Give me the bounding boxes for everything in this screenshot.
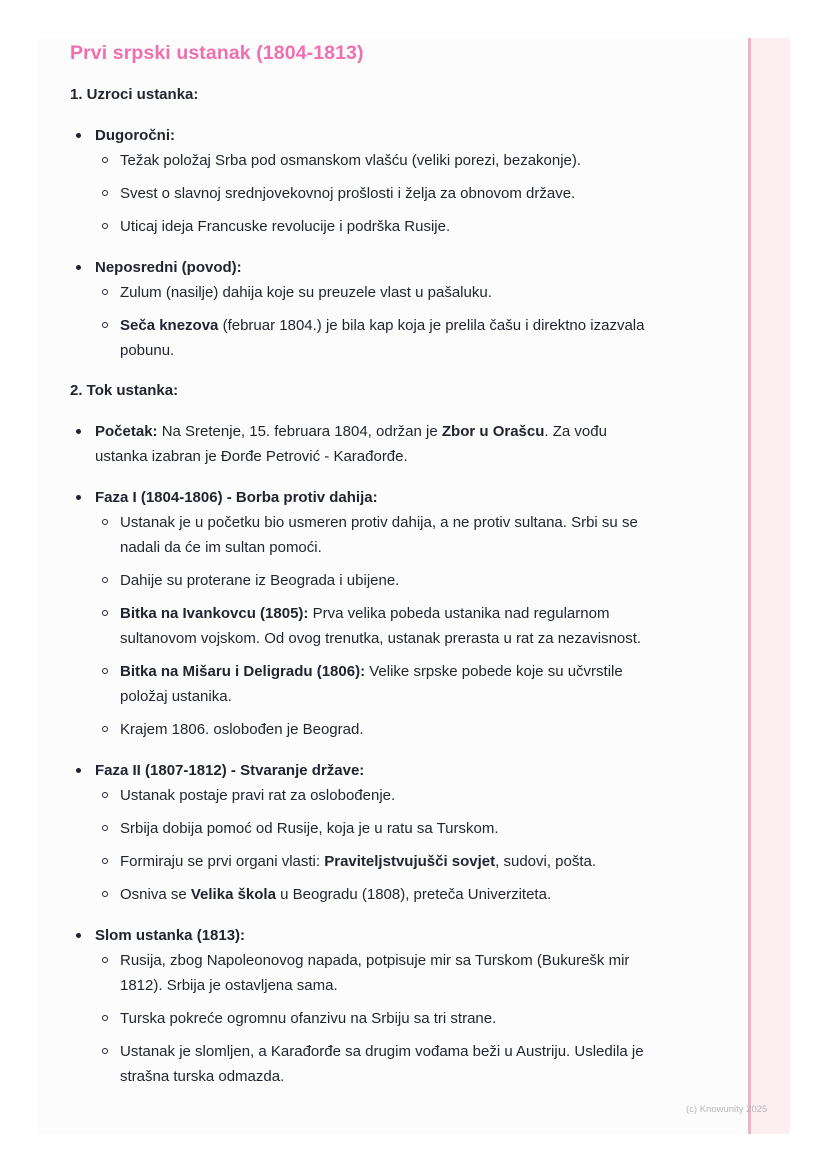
sub-list-item bbox=[95, 181, 650, 206]
item-label: Faza I (1804-1806) - Borba protiv dahija: bbox=[95, 489, 378, 506]
bold-run: Početak: bbox=[95, 423, 158, 440]
document-content bbox=[70, 40, 650, 1089]
sub-list-item bbox=[95, 313, 650, 363]
list-item bbox=[70, 255, 650, 363]
sub-list-item bbox=[95, 601, 650, 651]
text-run: u Beogradu (1808), preteča Univerziteta. bbox=[275, 886, 552, 903]
sub-list bbox=[95, 783, 650, 907]
item-label: Slom ustanka (1813): bbox=[95, 927, 246, 944]
text-run: Ustanak je slomljen, a Karađorđe sa drugim vođama beži u Austriju. Usledila je strašna turska odmazda. bbox=[120, 1043, 644, 1085]
text-run: Na Sretenje, 15. februara 1804, održan je bbox=[157, 423, 442, 440]
copyright-footer: (c) Knowunity 2025 bbox=[686, 1104, 768, 1115]
list-item bbox=[70, 123, 650, 239]
text-run: Uticaj ideja Francuske revolucije i podrška Rusije. bbox=[120, 218, 451, 235]
text-run: , sudovi, pošta. bbox=[495, 853, 597, 870]
text-run: Ustanak postaje pravi rat za oslobođenje. bbox=[120, 787, 396, 804]
sections bbox=[70, 84, 650, 1089]
text-run: Srbija dobija pomoć od Rusije, koja je u ratu sa Turskom. bbox=[120, 820, 499, 837]
page-title: Prvi srpski ustanak (1804-1813) bbox=[70, 42, 364, 64]
list-item bbox=[70, 419, 650, 469]
sub-list-item bbox=[95, 882, 650, 907]
section-heading: 1. Uzroci ustanka: bbox=[70, 86, 199, 103]
item-label: Dugoročni: bbox=[95, 127, 175, 144]
sub-list-item bbox=[95, 1039, 650, 1089]
bold-run: Zbor u Orašcu bbox=[441, 423, 545, 440]
text-run: Osniva se bbox=[120, 886, 191, 903]
sub-list-item bbox=[95, 816, 650, 841]
sub-list-item bbox=[95, 510, 650, 560]
sub-list-item bbox=[95, 280, 650, 305]
sub-list bbox=[95, 280, 650, 363]
text-run: . Za vođu ustanka izabran je Đorđe Petrović - Karađorđe. bbox=[95, 423, 607, 465]
sub-list-item bbox=[95, 849, 650, 874]
text-run: Dahije su proterane iz Beograda i ubijene. bbox=[120, 572, 400, 589]
sub-list-item bbox=[95, 568, 650, 593]
text-run: Svest o slavnoj srednjovekovnoj prošlosti i želja za obnovom države. bbox=[120, 185, 576, 202]
sub-list-item bbox=[95, 148, 650, 173]
sub-list bbox=[95, 510, 650, 742]
sub-list-item bbox=[95, 783, 650, 808]
section-heading: 2. Tok ustanka: bbox=[70, 382, 179, 399]
text-run: Ustanak je u početku bio usmeren protiv dahija, a ne protiv sultana. Srbi su se nadali da će im sultan pomoći. bbox=[120, 514, 638, 556]
text-run: Zulum (nasilje) dahija koje su preuzele vlast u pašaluku. bbox=[120, 284, 492, 301]
text-run: Težak položaj Srba pod osmanskom vlašću (veliki porezi, bezakonje). bbox=[120, 152, 582, 169]
text-run: Turska pokreće ogromnu ofanzivu na Srbiju sa tri strane. bbox=[120, 1010, 497, 1027]
bullet-list bbox=[70, 419, 650, 1089]
text-run: (februar 1804.) je bila kap koja je prelila čašu i direktno izazvala pobunu. bbox=[120, 317, 645, 359]
margin-strip bbox=[748, 38, 790, 1134]
item-label: Neposredni (povod): bbox=[95, 259, 242, 276]
bold-run: Bitka na Mišaru i Deligradu (1806): bbox=[120, 663, 366, 680]
text-run: Prva velika pobeda ustanika nad regularnom sultanovom vojskom. Od ovog trenutka, ustanak prerasta u rat za nezavisnost. bbox=[120, 605, 642, 647]
bold-run: Praviteljstvujušči sovjet bbox=[324, 853, 496, 870]
list-item bbox=[70, 758, 650, 907]
sub-list-item bbox=[95, 948, 650, 998]
bullet-list bbox=[70, 123, 650, 363]
sub-list-item bbox=[95, 1006, 650, 1031]
text-run: Krajem 1806. oslobođen je Beograd. bbox=[120, 721, 364, 738]
bold-run: Seča knezova bbox=[120, 317, 219, 334]
item-label: Faza II (1807-1812) - Stvaranje države: bbox=[95, 762, 365, 779]
sub-list-item bbox=[95, 659, 650, 709]
sub-list-item bbox=[95, 214, 650, 239]
text-run: Velike srpske pobede koje su učvrstile položaj ustanika. bbox=[120, 663, 623, 705]
text-run: Formiraju se prvi organi vlasti: bbox=[120, 853, 325, 870]
sub-list-item bbox=[95, 717, 650, 742]
bold-run: Bitka na Ivankovcu (1805): bbox=[120, 605, 309, 622]
sub-list bbox=[95, 148, 650, 239]
bold-run: Velika škola bbox=[190, 886, 276, 903]
list-item bbox=[70, 923, 650, 1089]
list-item bbox=[70, 485, 650, 742]
margin-line bbox=[748, 38, 751, 1134]
text-run: Rusija, zbog Napoleonovog napada, potpisuje mir sa Turskom (Bukurešk mir 1812). Srbija je ostavljena sama. bbox=[120, 952, 630, 994]
sub-list bbox=[95, 948, 650, 1089]
